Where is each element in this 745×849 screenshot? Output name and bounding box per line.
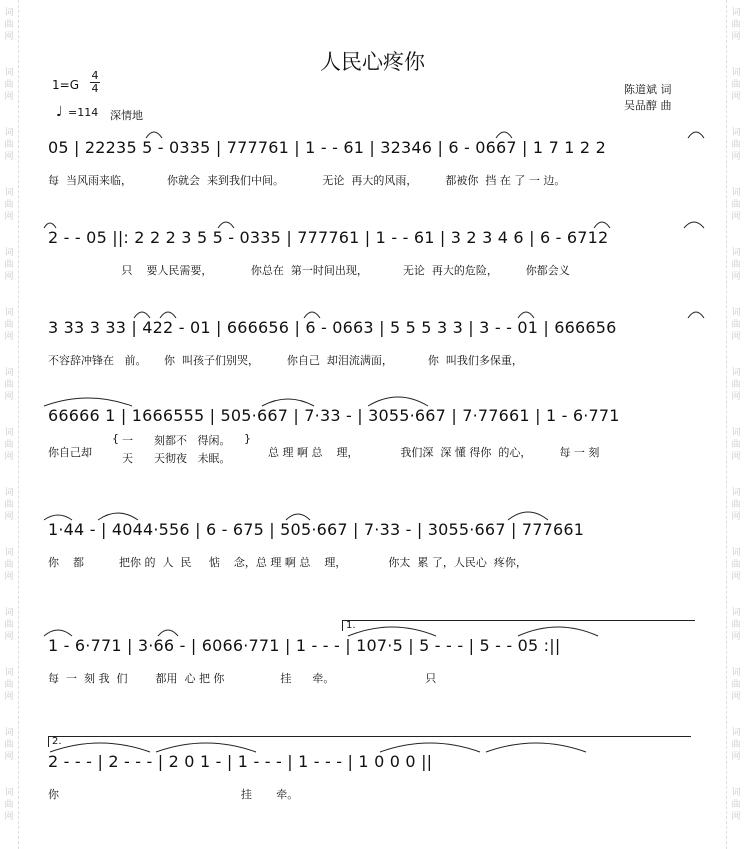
watermark-glyph: 曲	[4, 560, 14, 570]
watermark-glyph: 网	[4, 392, 14, 402]
watermark-glyph: 曲	[731, 200, 741, 210]
watermark-glyph: 网	[731, 152, 741, 162]
system-6	[48, 620, 700, 726]
watermark-glyph: 曲	[731, 20, 741, 30]
lyrics-verse-1: 一 刻都不 得闲。	[122, 434, 231, 447]
watermark-glyph: 曲	[4, 320, 14, 330]
notes-line: 1 - 6·771 | 3·66 - | 6066·771 | 1 - - - | 107·5 | 5 - - - | 5 - - 05 :||	[48, 636, 561, 655]
lyrics-line: 你 都 把你 的 人 民 惦 念，总 理 啊 总 理， 你太 累 了，人民心 疼你，	[48, 556, 527, 569]
notes-line: 05 | 22235 5 - 0335 | 777761 | 1 - - 61 | 32346 | 6 - 0667 | 1 7 1 2 2	[48, 138, 606, 157]
lyricist: 陈道斌 词	[624, 83, 672, 96]
watermark-glyph: 网	[731, 512, 741, 522]
song-title: 人民心疼你	[320, 50, 425, 74]
watermark-glyph: 词	[731, 668, 741, 678]
watermark-glyph: 曲	[4, 620, 14, 630]
notes-line: 3 33 3 33 | 422 - 01 | 666656 | 6 - 0663 | 5 5 5 3 3 | 3 - - 01 | 666656	[48, 318, 617, 337]
watermark-glyph: 词	[731, 248, 741, 258]
watermark-glyph: 网	[4, 152, 14, 162]
watermark-glyph: 网	[731, 452, 741, 462]
watermark-glyph: 曲	[4, 800, 14, 810]
lyrics-line: 每 一 刻 我 们 都用 心 把 你 挂 牵。 只	[48, 672, 437, 685]
watermark-strip-right	[726, 0, 745, 849]
watermark-glyph: 网	[731, 32, 741, 42]
brace-open: {	[112, 432, 119, 445]
watermark-glyph: 曲	[4, 680, 14, 690]
watermark-glyph: 网	[4, 752, 14, 762]
watermark-glyph: 网	[731, 332, 741, 342]
watermark-glyph: 词	[4, 668, 14, 678]
system-5	[48, 520, 700, 610]
watermark-glyph: 网	[4, 512, 14, 522]
notes-line: 66666 1 | 1666555 | 505·667 | 7·33 - | 3055·667 | 7·77661 | 1 - 6·771	[48, 406, 620, 425]
watermark-glyph: 曲	[4, 500, 14, 510]
watermark-glyph: 词	[731, 428, 741, 438]
expression-mark: 深情地	[110, 109, 143, 122]
watermark-glyph: 网	[4, 632, 14, 642]
watermark-glyph: 曲	[731, 440, 741, 450]
lyrics-line: 只 要人民需要， 你总在 第一时间出现， 无论 再大的危险， 你都会义	[48, 264, 570, 277]
watermark-glyph: 曲	[731, 260, 741, 270]
watermark-glyph: 曲	[731, 740, 741, 750]
watermark-glyph: 曲	[731, 500, 741, 510]
credits	[624, 82, 672, 114]
system-7	[48, 736, 700, 842]
watermark-glyph: 曲	[4, 440, 14, 450]
watermark-glyph: 网	[731, 812, 741, 822]
lyrics-line: 你 挂 牵。	[48, 788, 299, 801]
watermark-glyph: 词	[4, 728, 14, 738]
watermark-glyph: 曲	[4, 80, 14, 90]
watermark-glyph: 词	[4, 188, 14, 198]
watermark-glyph: 网	[4, 272, 14, 282]
lyrics-line-after: 总 理 啊 总 理， 我们深 深 懂 得你 的心， 每 一 刻	[268, 446, 600, 459]
time-top: 4	[91, 69, 99, 82]
volta-2-label: 2.	[52, 736, 62, 747]
notes-line: 2 - - - | 2 - - - | 2 0 1 - | 1 - - - | 1 - - - | 1 0 0 0 ||	[48, 752, 433, 771]
watermark-glyph: 词	[731, 788, 741, 798]
watermark-glyph: 曲	[731, 560, 741, 570]
watermark-glyph: 曲	[731, 320, 741, 330]
watermark-glyph: 词	[4, 248, 14, 258]
watermark-glyph: 曲	[4, 20, 14, 30]
lyrics-verse-2: 天 天彻夜 未眠。	[122, 452, 231, 465]
watermark-glyph: 曲	[4, 140, 14, 150]
watermark-glyph: 词	[731, 488, 741, 498]
watermark-glyph: 词	[4, 8, 14, 18]
watermark-glyph: 词	[4, 488, 14, 498]
time-bottom: 4	[91, 82, 99, 95]
volta-1-label: 1.	[346, 620, 356, 631]
watermark-glyph: 词	[731, 68, 741, 78]
watermark-glyph: 网	[731, 632, 741, 642]
time-signature	[90, 70, 100, 95]
watermark-glyph: 词	[731, 728, 741, 738]
lyrics-line: 不容辞冲锋在 前。 你 叫孩子们别哭， 你自己 却泪流满面， 你 叫我们多保重，	[48, 354, 523, 367]
composer: 吴品醇 曲	[624, 99, 672, 112]
watermark-glyph: 词	[4, 68, 14, 78]
watermark-glyph: 词	[731, 368, 741, 378]
watermark-glyph: 词	[731, 8, 741, 18]
watermark-glyph: 曲	[731, 680, 741, 690]
key-signature: 1=G	[52, 78, 79, 92]
watermark-glyph: 词	[4, 308, 14, 318]
notes-line: 1·44 - | 4044·556 | 6 - 675 | 505·667 | 7·33 - | 3055·667 | 777661	[48, 520, 585, 539]
watermark-glyph: 网	[731, 392, 741, 402]
watermark-strip-left	[0, 0, 19, 849]
watermark-glyph: 词	[4, 548, 14, 558]
watermark-glyph: 词	[731, 608, 741, 618]
watermark-glyph: 词	[4, 128, 14, 138]
watermark-glyph: 网	[731, 212, 741, 222]
watermark-glyph: 曲	[4, 740, 14, 750]
quarter-note-icon: ♩	[56, 104, 63, 120]
watermark-glyph: 词	[731, 308, 741, 318]
watermark-glyph: 词	[4, 608, 14, 618]
watermark-glyph: 网	[4, 692, 14, 702]
watermark-glyph: 曲	[731, 140, 741, 150]
system-4	[48, 406, 700, 496]
watermark-glyph: 曲	[4, 200, 14, 210]
notes-line: 2 - - 05 ||: 2 2 2 3 5 5 - 0335 | 777761 | 1 - - 61 | 3 2 3 4 6 | 6 - 6712	[48, 228, 609, 247]
watermark-glyph: 网	[731, 92, 741, 102]
watermark-glyph: 网	[4, 452, 14, 462]
watermark-glyph: 网	[4, 92, 14, 102]
watermark-glyph: 网	[4, 32, 14, 42]
watermark-glyph: 词	[4, 788, 14, 798]
watermark-glyph: 网	[4, 812, 14, 822]
watermark-glyph: 曲	[4, 380, 14, 390]
watermark-glyph: 词	[4, 428, 14, 438]
watermark-glyph: 网	[4, 572, 14, 582]
watermark-glyph: 网	[731, 272, 741, 282]
watermark-glyph: 词	[731, 188, 741, 198]
watermark-glyph: 曲	[731, 800, 741, 810]
lyrics-line: 每 当风雨来临， 你就会 来到我们中间。 无论 再大的风雨， 都被你 挡 在 了 一 边。	[48, 174, 566, 187]
watermark-glyph: 词	[731, 128, 741, 138]
watermark-glyph: 曲	[731, 380, 741, 390]
watermark-glyph: 词	[731, 548, 741, 558]
watermark-glyph: 网	[4, 332, 14, 342]
watermark-glyph: 词	[4, 368, 14, 378]
watermark-glyph: 曲	[4, 260, 14, 270]
watermark-glyph: 网	[731, 572, 741, 582]
lyrics-line: 你自己却	[48, 446, 92, 459]
watermark-glyph: 网	[731, 752, 741, 762]
watermark-glyph: 曲	[731, 620, 741, 630]
brace-close: }	[244, 432, 251, 445]
watermark-glyph: 网	[731, 692, 741, 702]
watermark-glyph: 曲	[731, 80, 741, 90]
watermark-glyph: 网	[4, 212, 14, 222]
tempo-mark: =114	[68, 106, 99, 119]
